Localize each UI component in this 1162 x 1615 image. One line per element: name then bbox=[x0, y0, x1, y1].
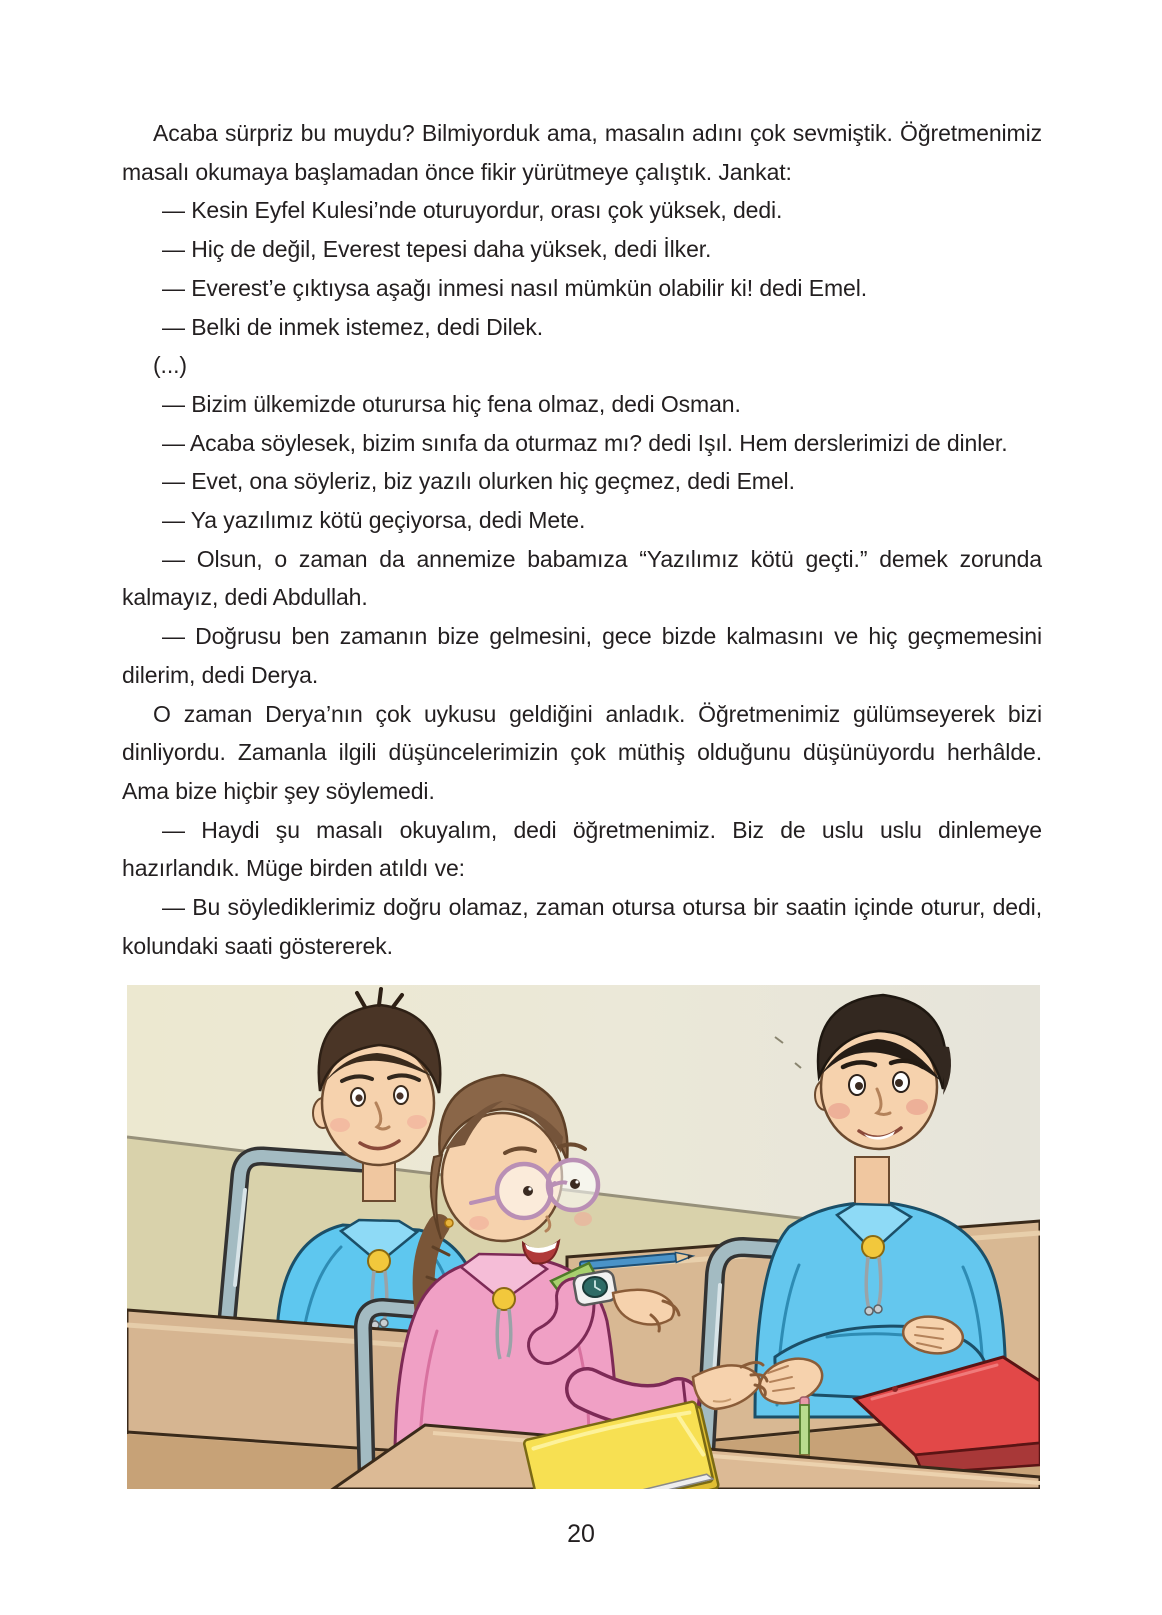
story-paragraph: Acaba sürpriz bu muydu? Bilmiyorduk ama, masalın adını çok sevmiştik. Öğretmenimiz masalı okumaya başlamadan önce fikir yürütmeye çalıştık. Jankat: bbox=[122, 120, 1042, 185]
ellipsis-line: (...) bbox=[153, 352, 187, 379]
dialogue-line: — Bizim ülkemizde oturursa hiç fena olmaz, dedi Osman. bbox=[162, 390, 741, 417]
dialogue-line: — Belki de inmek istemez, dedi Dilek. bbox=[162, 313, 544, 340]
dialogue-line: — Olsun, o zaman da annemize babamıza “Yazılımız kötü geçti.” demek zorunda kalmayız, dedi Abdullah. bbox=[122, 545, 1042, 611]
dialogue-line: — Bu söylediklerimiz doğru olamaz, zaman otursa otursa bir saatin içinde oturur, dedi, kolundaki saati göstererek. bbox=[122, 894, 1042, 959]
classroom-illustration bbox=[127, 985, 1040, 1489]
page-number: 20 bbox=[567, 1520, 595, 1548]
dialogue-line: — Doğrusu ben zamanın bize gelmesini, gece bizde kalmasını ve hiç geçmemesini dilerim, dedi Derya. bbox=[122, 623, 1042, 688]
story-text bbox=[122, 114, 1042, 965]
story-paragraph: O zaman Derya’nın çok uykusu geldiğini anladık. Öğretmenimiz gülümseyerek bizi dinliyordu. Zamanla ilgili düşüncelerimizin çok müthiş olduğunu düşünüyordu herhâlde. Ama bize hiçbir şey söylemedi. bbox=[122, 700, 1042, 804]
dialogue-line: — Everest’e çıktıysa aşağı inmesi nasıl mümkün olabilir ki! dedi Emel. bbox=[162, 274, 867, 301]
dialogue-line: — Haydi şu masalı okuyalım, dedi öğretmenimiz. Biz de uslu uslu dinlemeye hazırlandık. Müge birden atıldı ve: bbox=[122, 816, 1042, 882]
dialogue-line: — Hiç de değil, Everest tepesi daha yüksek, dedi İlker. bbox=[162, 236, 712, 263]
wristwatch bbox=[573, 1270, 618, 1306]
dialogue-line: — Evet, ona söyleriz, biz yazılı olurken hiç geçmez, dedi Emel. bbox=[162, 468, 795, 495]
dialogue-line: — Kesin Eyfel Kulesi’nde oturuyordur, orası çok yüksek, dedi. bbox=[162, 197, 783, 224]
dialogue-line: — Ya yazılımız kötü geçiyorsa, dedi Mete. bbox=[162, 507, 586, 534]
dialogue-line: — Acaba söylesek, bizim sınıfa da oturmaz mı? dedi Işıl. Hem derslerimizi de dinler. bbox=[162, 429, 1008, 456]
